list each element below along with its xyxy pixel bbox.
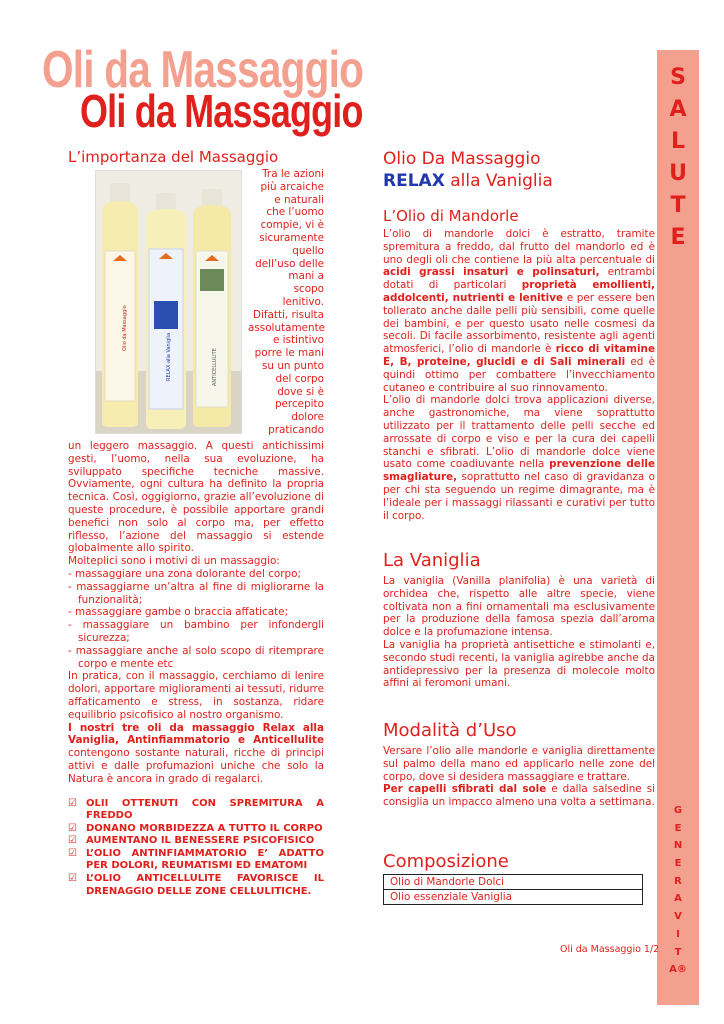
vaniglia-paragraph-2: La vaniglia ha proprietà antisettiche e stimolanti e, secondo studi recenti, la vaniglia agirebbe anche da antidepressivo per la presenza di molecole molto affini ai feromoni umani. bbox=[383, 638, 655, 690]
generavita-letter: I bbox=[676, 928, 680, 940]
benefit-text: AUMENTANO IL BENESSERE PSICOFISICO bbox=[86, 835, 315, 847]
narrow-line: assolutamente bbox=[248, 321, 326, 334]
salute-letter: L bbox=[670, 129, 686, 154]
mandorle-section bbox=[383, 207, 655, 522]
generavita-letter: E bbox=[674, 822, 682, 834]
narrow-line: dove si è bbox=[277, 385, 324, 398]
svg-text:Olio da Massaggio: Olio da Massaggio bbox=[122, 305, 128, 351]
product-title-line2 bbox=[383, 170, 655, 192]
table-row bbox=[384, 875, 643, 890]
benefit-item bbox=[68, 798, 324, 823]
narrow-line: e istintivo bbox=[272, 334, 324, 347]
products-bold: I nostri tre oli da massaggio Relax alla Vaniglia, Antinfiammatorio e Anticellulite bbox=[68, 721, 324, 747]
benefit-text: L’OLIO ANTICELLULITE FAVORISCE IL DRENAGGIO DELLE ZONE CELLULITICHE. bbox=[86, 873, 324, 897]
bottle-antinfiammatorio bbox=[102, 183, 138, 427]
list-item: - massaggiare una zona dolorante del corpo; bbox=[68, 567, 301, 580]
narrow-line: Difatti, risulta bbox=[252, 308, 324, 321]
benefit-item bbox=[68, 848, 324, 873]
uso-paragraph-2: Per capelli sfibrati dal sole e dalla salsedine si consiglia un impacco almeno una volta a settimana. bbox=[383, 783, 655, 809]
narrow-line: sicuramente bbox=[259, 231, 324, 244]
narrow-line: praticando bbox=[268, 423, 324, 436]
list-item: - massaggiare un bambino per infondergli sicurezza; bbox=[68, 619, 324, 644]
practice-paragraph: In pratica, con il massaggio, cerchiamo di lenire dolori, apportare miglioramenti ai tessuti, ridurre affaticamento e stress, in sostanza, ridare equilibrio psicofisico al nostro organismo. bbox=[68, 670, 324, 721]
benefit-item bbox=[68, 823, 324, 836]
list-item: - massaggiare anche al solo scopo di ritemprare corpo e mente etc bbox=[68, 644, 324, 670]
narrow-line: che l’uomo bbox=[266, 206, 324, 219]
generavita-letter: N bbox=[673, 840, 683, 852]
mandorle-paragraph-2: L’olio di mandorle dolci trova applicazioni diverse, anche gastronomiche, ma viene soprattutto utilizzato per il trattamento delle pelli secche ed arrossate di corpo e viso e per la cura dei capelli stanchi e sfibrati. L’olio di mandorle dolce viene usato come coadiuvante nella prevenzione delle smagliature, soprattutto nel caso di gravidanza o per chi sta seguendo un regime dimagrante, ma è l’ideale per i massaggi rilassanti e curativi per tutto il corpo. bbox=[383, 394, 655, 522]
reasons-intro: Molteplici sono i motivi di un massaggio: bbox=[68, 555, 280, 568]
product-title-line1: Olio Da Massaggio bbox=[383, 149, 541, 169]
relax-label: RELAX bbox=[383, 171, 445, 191]
checkbox-icon: ☑ bbox=[68, 797, 77, 809]
narrow-line: lenitivo. bbox=[282, 295, 324, 308]
vaniglia-paragraph-1: La vaniglia (Vanilla planifolia) è una varietà di orchidea che, rispetto alle altre specie, viene coltivata non a fini ornamentali ma esclusivamente per la produzione della famosa spezia dall’aroma dolce e la profumazione intensa. bbox=[383, 575, 655, 639]
benefit-item bbox=[68, 873, 324, 898]
narrow-line: compie, vi è bbox=[260, 219, 324, 232]
intro-paragraph: un leggero massaggio. A questi antichissimi gesti, l’uomo, nella sua evoluzione, ha sviluppato specifiche tecniche massive. Ovviamente, ogni cultura ha definito la propria tecnica. Così, oggigiorno, grazie all’evoluzione di queste procedure, è possibile apportare grandi benefici non solo al corpo ma, per effetto riflesso, l’azione del massaggio si estende globalmente allo spirito. bbox=[68, 440, 324, 555]
salute-letter: A bbox=[669, 97, 687, 122]
uso-section bbox=[383, 720, 655, 809]
generavita-letter: R bbox=[674, 875, 682, 887]
vaniglia-section bbox=[383, 550, 655, 690]
table-row bbox=[384, 890, 643, 905]
generavita-letter: T bbox=[674, 946, 682, 958]
benefits-list bbox=[68, 798, 324, 899]
benefit-text: DONANO MORBIDEZZA A TUTTO IL CORPO bbox=[86, 822, 323, 834]
salute-letter: U bbox=[669, 161, 687, 186]
generavita-letter: A bbox=[674, 893, 682, 905]
bottle-relax-vaniglia bbox=[146, 193, 186, 429]
benefit-item bbox=[68, 835, 324, 848]
title-shadow: Oli da Massaggio bbox=[42, 41, 364, 99]
narrow-line: e naturali bbox=[274, 193, 324, 206]
narrow-line: porre le mani bbox=[254, 347, 324, 360]
table-cell: Olio essenziale Vaniglia bbox=[384, 890, 643, 905]
bottle-anticellulite bbox=[193, 189, 231, 427]
page-title: Oli da Massaggio bbox=[80, 85, 363, 137]
product-photo bbox=[95, 170, 242, 434]
narrow-line: mani a bbox=[288, 270, 324, 283]
products-paragraph bbox=[68, 722, 324, 786]
salute-letter: S bbox=[670, 65, 686, 90]
mandorle-heading: L’Olio di Mandorle bbox=[383, 207, 519, 225]
generavita-letter: V bbox=[674, 911, 682, 923]
svg-text:RELAX alla Vaniglia: RELAX alla Vaniglia bbox=[166, 332, 172, 381]
checkbox-icon: ☑ bbox=[68, 822, 77, 834]
uso-heading: Modalità d’Uso bbox=[383, 720, 517, 741]
salute-vertical-text bbox=[657, 62, 699, 254]
section-heading-importanza: L’importanza del Massaggio bbox=[68, 148, 279, 166]
narrow-line: Tra le azioni bbox=[262, 168, 324, 180]
products-rest: contengono sostante naturali, ricche di principi attivi e dalle profumazioni uniche che solo la Natura è ancora in grado di regalarci. bbox=[68, 747, 324, 785]
table-cell: Olio di Mandorle Dolci bbox=[384, 875, 643, 890]
checkbox-icon: ☑ bbox=[68, 873, 77, 885]
mandorle-paragraph-1: L’olio di mandorle dolci è estratto, tramite spremitura a freddo, dal frutto del mandorlo ed è uno degli oli che contiene la più alta percentuale di acidi grassi insaturi e polinsaturi, entrambi dotati di particolari proprietà emollienti, addolcenti, nutrienti e lenitive e per essere ben tollerato anche dalle pelli più sensibili, come quelle dei bambini, e per questo usato nelle cosmesi da secoli. Di facile assorbimento, resistente agli agenti atmosferici, l’olio di mandorle è ricco di vitamine E, B, proteine, glucidi e di Sali minerali ed è quindi ottimo per combattere l’invecchiamento cutaneo e contribuire al suo rinnovamento. bbox=[383, 228, 656, 394]
list-item: - massaggiare gambe o braccia affaticate; bbox=[68, 606, 289, 619]
checkbox-icon: ☑ bbox=[68, 847, 77, 859]
composizione-table bbox=[383, 874, 643, 905]
generavita-letter: A® bbox=[669, 964, 687, 976]
uso-paragraph-1: Versare l’olio alle mandorle e vaniglia direttamente sul palmo della mano ed applicarlo nelle zone del corpo, dove si desidera massaggiare e trattare. bbox=[383, 745, 655, 783]
checkbox-icon: ☑ bbox=[68, 835, 77, 847]
generavita-vertical-text bbox=[657, 802, 699, 979]
narrow-line: percepito bbox=[274, 398, 324, 411]
narrow-line: scopo bbox=[293, 283, 324, 296]
benefit-text: L’OLIO ANTINFIAMMATORIO E’ ADATTO PER DOLORI, REUMATISMI ED EMATOMI bbox=[86, 847, 324, 872]
narrow-line: quello bbox=[292, 244, 324, 257]
generavita-letter: E bbox=[674, 858, 682, 870]
narrow-line: dolore bbox=[291, 411, 324, 424]
narrow-line: su un punto bbox=[262, 359, 324, 372]
product-title-rest: alla Vaniglia bbox=[444, 171, 553, 191]
composizione-heading: Composizione bbox=[383, 851, 509, 872]
narrow-line: del corpo bbox=[275, 372, 324, 385]
generavita-letter: G bbox=[673, 805, 683, 816]
vaniglia-heading: La Vaniglia bbox=[383, 550, 481, 571]
reasons-list bbox=[68, 568, 324, 670]
narrow-line: dell’uso delle bbox=[255, 257, 324, 270]
list-item: - massaggiarne un’altra al fine di migliorarne la funzionalità; bbox=[68, 580, 324, 606]
left-column-body bbox=[68, 440, 324, 898]
page-footer: Oli da Massaggio 1/2 bbox=[560, 944, 660, 955]
product-title bbox=[383, 148, 655, 192]
intro-narrow-text bbox=[248, 168, 324, 437]
benefit-text: OLII OTTENUTI CON SPREMITURA A FREDDO bbox=[86, 797, 324, 822]
composizione-section bbox=[383, 851, 655, 905]
salute-letter: E bbox=[670, 225, 686, 250]
svg-text:ANTICELLULITE: ANTICELLULITE bbox=[212, 348, 218, 386]
salute-letter: T bbox=[670, 193, 686, 218]
narrow-line: più arcaiche bbox=[260, 180, 324, 193]
